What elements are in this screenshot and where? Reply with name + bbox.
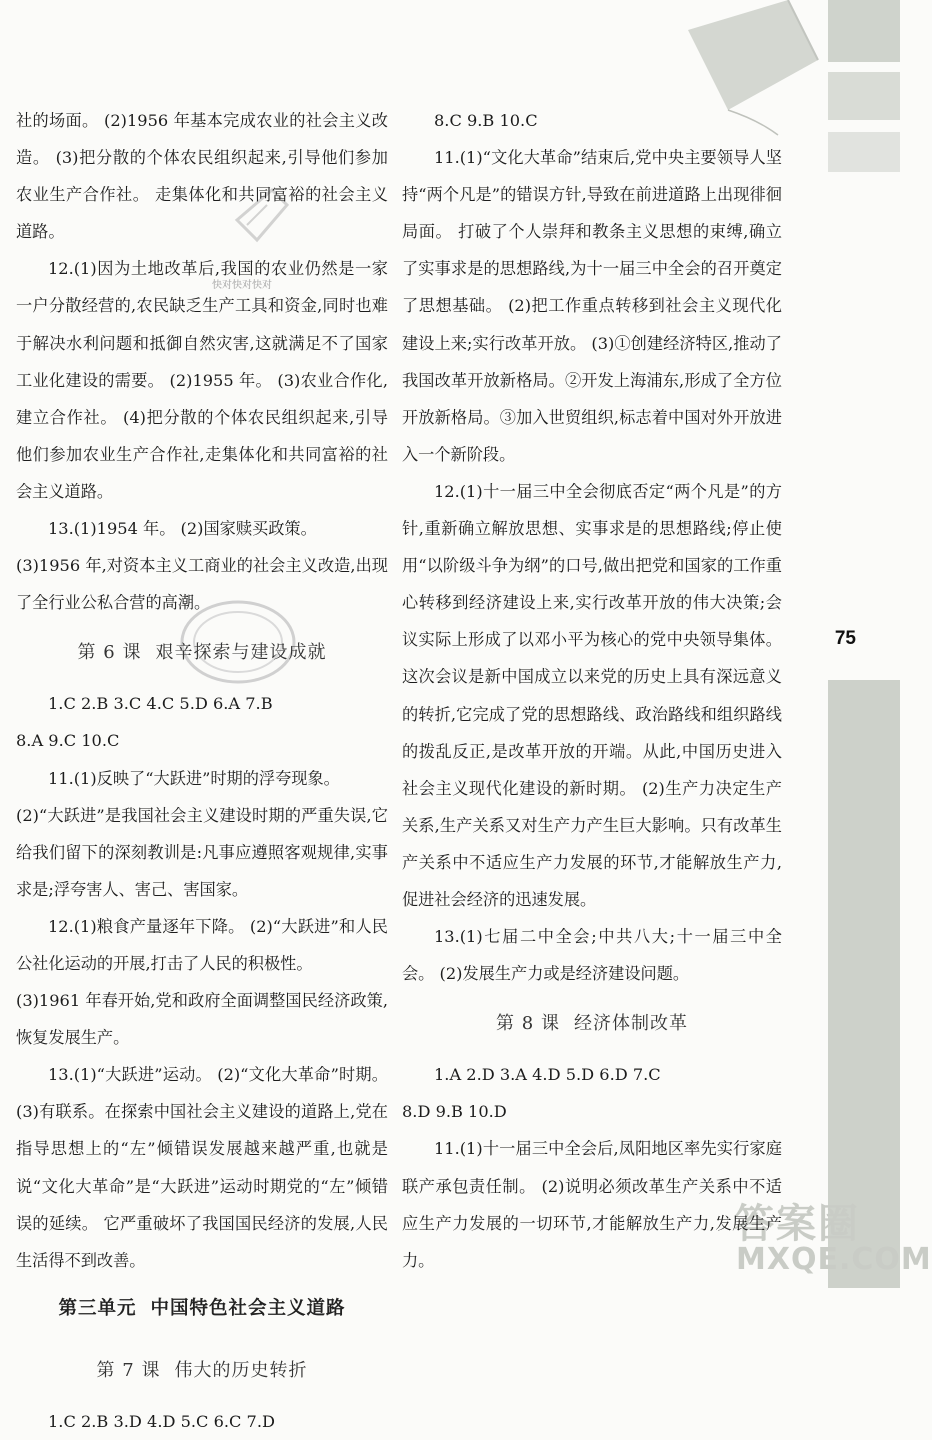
paragraph: 13.(1)七届二中全会;中共八大;十一届三中全会。 (2)发展生产力或是经济建设问题。 <box>402 927 782 984</box>
paragraph: (3)1961 年春开始,党和政府全面调整国民经济政策,恢复发展生产。 <box>16 991 388 1048</box>
paragraph: 11.(1)反映了“大跃进”时期的浮夸现象。 <box>48 768 340 788</box>
answer-line: 8.D 9.B 10.D <box>402 1102 507 1122</box>
paragraph: 13.(1)1954 年。 (2)国家赎买政策。 <box>48 519 317 539</box>
lesson-heading <box>402 992 782 1056</box>
logo-url: MXQE.COM <box>736 1242 932 1277</box>
lesson-heading <box>16 1339 388 1403</box>
lesson-number: 第 7 课 <box>96 1359 161 1381</box>
paragraph: 社的场面。 (2)1956 年基本完成农业的社会主义改造。 (3)把分散的个体农民组织起来,引导他们参加农业生产合作社。 走集体化和共同富裕的社会主义道路。 <box>16 111 388 242</box>
lesson-number: 第 6 课 <box>77 642 142 664</box>
answer-line: 1.C 2.B 3.C 4.C 5.D 6.A 7.B <box>48 694 273 714</box>
answer-line: 1.A 2.D 3.A 4.D 5.D 6.D 7.C <box>434 1065 661 1085</box>
watermark-label: 快对快对快对 <box>212 280 272 291</box>
paragraph: 12.(1)粮食产量逐年下降。 (2)“大跃进”和人民公社化运动的开展,打击了人民的积极性。 <box>16 916 388 973</box>
paragraph: (2)“大跃进”是我国社会主义建设时期的严重失误,它给我们留下的深刻教训是:凡事应遵照客观规律,实事求是;浮夸害人、害己、害国家。 <box>16 805 388 899</box>
page-number: 75 <box>834 628 856 649</box>
lesson-title: 艰辛探索与建设成就 <box>155 642 327 664</box>
right-column <box>402 102 782 1279</box>
lesson-heading <box>16 621 388 685</box>
paragraph: 11.(1)十一届三中全会后,凤阳地区率先实行家庭联产承包责任制。 (2)说明必须改革生产关系中不适应生产力发展的一切环节,才能解放生产力,发展生产力。 <box>402 1139 782 1270</box>
answer-line: 8.A 9.C 10.C <box>16 731 120 751</box>
unit-number: 第三单元 <box>58 1297 137 1319</box>
paragraph: 12.(1)因为土地改革后,我国的农业仍然是一家一户分散经营的,农民缺乏生产工具和资金,同时也难于解决水利问题和抵御自然灾害,这就满足不了国家工业化建设的需要。 (2)1955 年。 (3)农业合作化,建立合作社。 (4)把分散的个体农民组织起来,引导他们参加农业生产合作社,走集体化和共同富裕的社会主义道路。 <box>16 259 388 501</box>
left-column <box>16 102 388 1440</box>
paragraph: 13.(1)“大跃进”运动。 (2)“文化大革命”时期。 (3)有联系。在探索中国社会主义建设的道路上,党在指导思想上的“左”倾错误发展越来越严重,也就是说“文化大革命”是“大跃进”运动时期党的“左”倾错误的延续。 它严重破坏了我国国民经济的发展,人民生活得不到改善。 <box>16 1065 388 1270</box>
paragraph: (3)1956 年,对资本主义工商业的社会主义改造,出现了全行业公私合营的高潮。 <box>16 556 388 613</box>
answer-line: 1.C 2.B 3.D 4.D 5.C 6.C 7.D <box>48 1411 275 1431</box>
paragraph: 12.(1)十一届三中全会彻底否定“两个凡是”的方针,重新确立解放思想、实事求是的思想路线;停止使用“以阶级斗争为纲”的口号,做出把党和国家的工作重心转移到经济建设上来,实行改革开放的伟大决策;会议实际上形成了以邓小平为核心的党中央领导集体。这次会议是新中国成立以来党的历史上具有深远意义的转折,它完成了党的思想路线、政治路线和组织路线的拨乱反正,是改革开放的开端。从此,中国历史进入社会主义现代化建设的新时期。 (2)生产力决定生产关系,生产关系又对生产力产生巨大影响。只有改革生产关系中不适应生产力发展的环节,才能解放生产力,促进社会经济的迅速发展。 <box>402 481 782 909</box>
paragraph: 11.(1)“文化大革命”结束后,党中央主要领导人坚持“两个凡是”的错误方针,导致在前进道路上出现徘徊局面。 打破了个人崇拜和教条主义思想的束缚,确立了实事求是的思想路线,为十一届三中全会的召开奠定了思想基础。 (2)把工作重点转移到社会主义现代化建设上来;实行改革开放。 (3)①创建经济特区,推动了我国改革开放新格局。②开发上海浦东,形成了全方位开放新格局。③加入世贸组织,标志着中国对外开放进入一个新阶段。 <box>402 148 782 464</box>
unit-heading <box>16 1279 388 1339</box>
answer-line: 8.C 9.B 10.C <box>434 111 538 130</box>
logo-text: 答案圈 <box>734 1201 860 1247</box>
lesson-title: 伟大的历史转折 <box>174 1359 308 1381</box>
lesson-title: 经济体制改革 <box>573 1013 688 1035</box>
lesson-number: 第 8 课 <box>496 1013 560 1035</box>
unit-title: 中国特色社会主义道路 <box>150 1297 346 1319</box>
